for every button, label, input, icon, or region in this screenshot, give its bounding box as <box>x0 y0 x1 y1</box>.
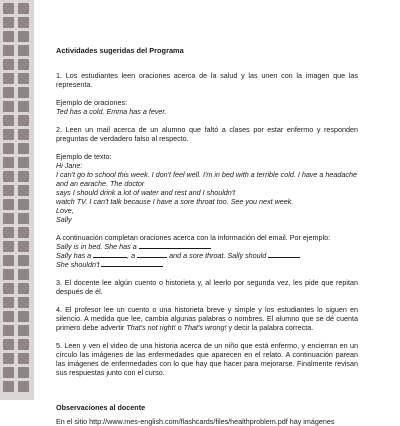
answer-blank[interactable] <box>137 251 167 258</box>
perforation-hole <box>18 157 29 168</box>
email-line: says I should drink a lot of water and rest and I shouldn't <box>56 188 236 197</box>
perforation-hole <box>3 381 14 392</box>
perforation-hole <box>3 87 14 98</box>
perforation-hole <box>3 129 14 140</box>
answer-blank[interactable] <box>101 260 163 267</box>
perforation-hole <box>18 171 29 182</box>
activity-4-phrase: That's wrong! <box>183 323 227 332</box>
perforation-hole <box>3 367 14 378</box>
perforation-hole <box>3 73 14 84</box>
fill-in-line-3 <box>56 260 358 269</box>
perforation-hole <box>18 31 29 42</box>
fill-in-text: and a sore throat. Sally should <box>169 251 267 260</box>
answer-blank[interactable] <box>268 251 300 258</box>
perforation-hole <box>3 171 14 182</box>
fill-in-intro: A continuación completan oraciones acerca con la información del email. Por ejemplo: <box>56 233 331 242</box>
perforation-hole <box>3 3 14 14</box>
perforation-hole <box>18 339 29 350</box>
perforation-hole <box>3 31 14 42</box>
perforation-hole <box>18 3 29 14</box>
email-line: Sally <box>56 215 72 224</box>
perforation-hole <box>18 325 29 336</box>
perforation-hole <box>18 17 29 28</box>
perforation-hole <box>18 241 29 252</box>
perforation-hole <box>18 115 29 126</box>
fill-in-text: She shouldn't <box>56 260 100 269</box>
email-line: Love, <box>56 206 74 215</box>
perforation-hole <box>18 185 29 196</box>
perforation-hole <box>18 297 29 308</box>
perforation-hole <box>3 143 14 154</box>
perforation-hole <box>3 283 14 294</box>
email-line: I can't go to school this week. I don't feel well. I'm in bed with a terrible cold. I have a headache and an earache. The doctor <box>56 170 357 188</box>
activity-4-text: y decir la palabra correcta. <box>226 323 314 332</box>
activity-3: 3. El docente lee algún cuento o historieta y, al leerlo por segunda vez, les pide que repitan después de él. <box>56 278 358 296</box>
activity-4-phrase: That's not right! <box>126 323 176 332</box>
email-line: Hi Jane: <box>56 161 83 170</box>
perforated-border <box>0 0 34 400</box>
activity-4-text: 4. El profesor lee un cuento o una historieta breve y simple y los estudiantes lo siguen en silencio. A medida que lee, cambia algunas palabras o nombres. El alumno que se dé cuenta primero debe advertir <box>56 305 358 332</box>
perforation-hole <box>18 269 29 280</box>
teacher-notes-text: En el sitio http://www.mes-english.com/flashcards/files/healthproblem.pdf hay imágenes <box>56 417 335 426</box>
perforation-hole <box>18 129 29 140</box>
fill-in-text: Sally has a <box>56 251 92 260</box>
activity-5: 5. Leen y ven el video de una historia acerca de un niño que está enfermo, y encierran en un círculo las imágenes de las enfermedades que aparecen en el relato. A continuación parean las imágenes de enfermedades con lo que hay que hacer para mejorarse. Finalmente revisan sus respuestas junto con el curso. <box>56 341 358 377</box>
perforation-hole <box>18 45 29 56</box>
page-title: Actividades sugeridas del Programa <box>56 46 184 55</box>
perforation-hole <box>18 73 29 84</box>
perforation-hole <box>18 101 29 112</box>
perforation-hole <box>3 255 14 266</box>
answer-blank[interactable] <box>139 242 211 249</box>
perforation-hole <box>18 143 29 154</box>
perforation-hole <box>3 17 14 28</box>
perforation-hole <box>3 311 14 322</box>
fill-in-text: , a <box>127 251 136 260</box>
perforation-hole <box>3 353 14 364</box>
perforation-hole <box>3 45 14 56</box>
example-label-2: Ejemplo de texto: <box>56 152 112 161</box>
perforation-hole <box>18 59 29 70</box>
activity-4 <box>56 305 358 332</box>
perforation-hole <box>3 241 14 252</box>
teacher-notes-title: Observaciones al docente <box>56 403 146 412</box>
perforation-hole <box>18 199 29 210</box>
perforation-hole <box>3 213 14 224</box>
perforation-hole <box>3 227 14 238</box>
perforation-hole <box>3 157 14 168</box>
activity-4-text: o <box>175 323 184 332</box>
example-label-1: Ejemplo de oraciones: <box>56 98 128 107</box>
activity-1: 1. Los estudiantes leen oraciones acerca de la salud y las unen con la imagen que las representa. <box>56 71 358 89</box>
email-line: watch TV. I can't talk because I have a sore throat too. See you next week. <box>56 197 294 206</box>
perforation-hole <box>3 325 14 336</box>
perforation-hole <box>18 311 29 322</box>
perforation-hole <box>3 185 14 196</box>
perforation-hole <box>18 353 29 364</box>
perforation-hole <box>3 339 14 350</box>
perforation-hole <box>18 367 29 378</box>
fill-in-line-1 <box>56 242 358 251</box>
perforation-hole <box>18 213 29 224</box>
perforation-hole <box>3 199 14 210</box>
worksheet-page <box>56 46 358 426</box>
fill-in-text: Sally is in bed. She has a <box>56 242 137 251</box>
perforation-hole <box>3 269 14 280</box>
fill-in-line-2 <box>56 251 358 260</box>
answer-blank[interactable] <box>93 251 127 258</box>
example-sentences: Ted has a cold. Emma has a fever. <box>56 107 167 116</box>
activity-2: 2. Leen un mail acerca de un alumno que faltó a clases por estar enfermo y responden preguntas de verdadero falso al respecto. <box>56 125 358 143</box>
email-text <box>56 161 358 224</box>
perforation-hole <box>3 297 14 308</box>
perforation-hole <box>18 227 29 238</box>
perforation-hole <box>18 87 29 98</box>
perforation-hole <box>18 381 29 392</box>
perforation-hole <box>3 59 14 70</box>
perforation-hole <box>3 115 14 126</box>
perforation-hole <box>3 101 14 112</box>
perforation-hole <box>18 255 29 266</box>
perforation-hole <box>18 283 29 294</box>
